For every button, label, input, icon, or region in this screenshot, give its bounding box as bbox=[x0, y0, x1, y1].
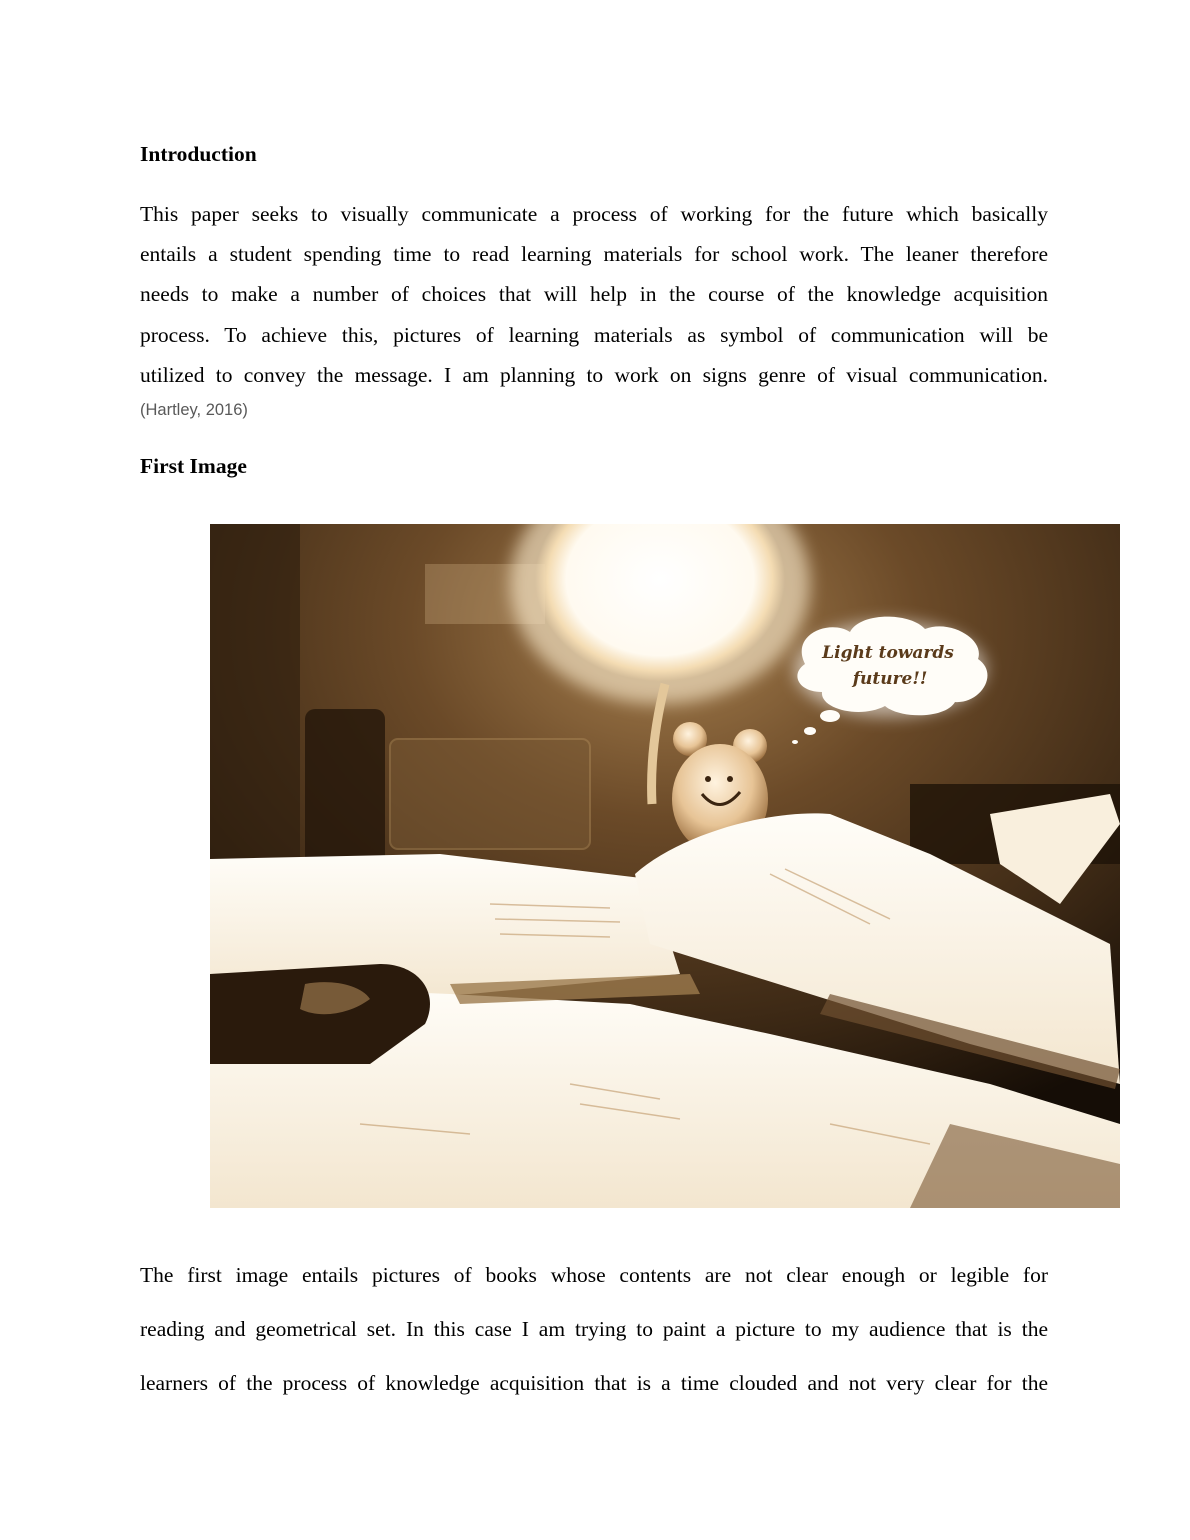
body-line: The first image entails pictures of books whose contents are not clear enough or legible for bbox=[140, 1263, 1048, 1287]
intro-line: This paper seeks to visually communicate a process of working for the future which basically bbox=[140, 202, 1048, 226]
intro-line: needs to make a number of choices that will help in the course of the knowledge acquisition bbox=[140, 282, 1048, 307]
first-image-description bbox=[140, 1248, 1048, 1410]
first-image-photo bbox=[210, 524, 1120, 1208]
intro-line: process. To achieve this, pictures of learning materials as symbol of communication will be bbox=[140, 322, 1048, 347]
citation: (Hartley, 2016) bbox=[140, 401, 248, 419]
intro-line: entails a student spending time to read learning materials for school work. The leaner therefore bbox=[140, 242, 1048, 267]
body-line: reading and geometrical set. In this case I am trying to paint a picture to my audience that is the bbox=[140, 1317, 1048, 1341]
intro-line: utilized to convey the message. I am planning to work on signs genre of visual communication. bbox=[140, 362, 1048, 387]
thought-bubble-line2: future!! bbox=[852, 669, 928, 689]
thought-bubble-line1: Light towards bbox=[822, 643, 954, 663]
introduction-heading: Introduction bbox=[140, 142, 257, 166]
introduction-paragraph bbox=[140, 194, 1048, 395]
body-line: learners of the process of knowledge acquisition that is a time clouded and not very clear for the bbox=[140, 1371, 1048, 1395]
first-image-heading: First Image bbox=[140, 454, 247, 478]
